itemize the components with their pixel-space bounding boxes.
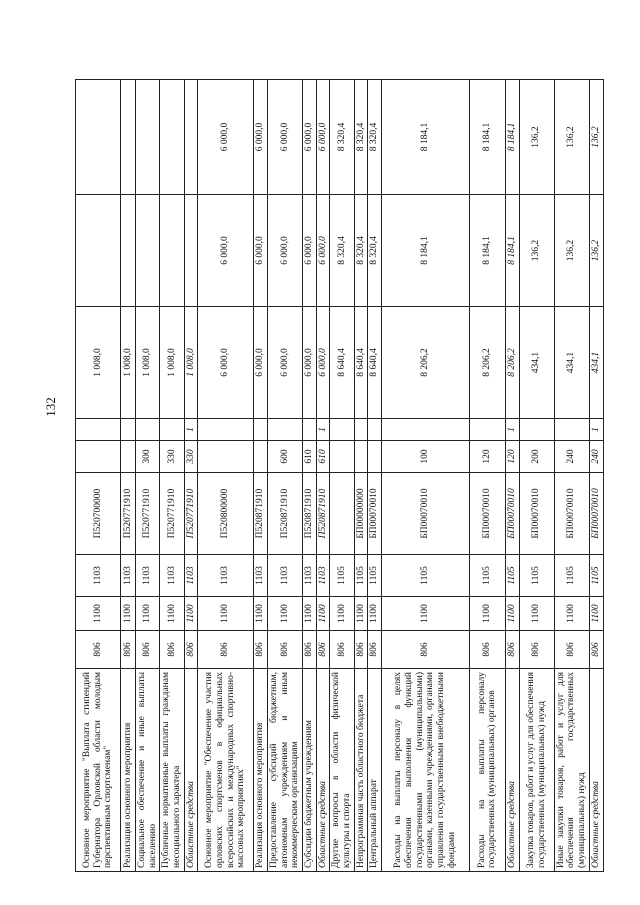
section-code: 1100 (184, 597, 198, 631)
target-article-code: П520771910 (184, 473, 198, 555)
expense-type-code: 300 (136, 441, 160, 473)
section-code: 1100 (505, 597, 519, 631)
subsection-code: 1105 (381, 555, 469, 597)
ministry-code: 806 (381, 631, 469, 669)
target-article-code: БП00000000 (354, 473, 368, 555)
funding-source-code (268, 419, 303, 441)
expense-type-code (121, 441, 136, 473)
amount-year-2: 8 184,1 (469, 195, 505, 307)
funding-source-code (330, 419, 354, 441)
line-item-name: Непрограммная часть областного бюджета (354, 669, 368, 872)
table-row (268, 80, 303, 872)
amount-year-2: 6 000,0 (316, 195, 330, 307)
line-item-name: Публичные нормативные выплаты гражданам несоциального характера (160, 669, 184, 872)
funding-source-code (554, 419, 589, 441)
amount-year-2: 6 000,0 (198, 195, 254, 307)
funding-source-code: 1 (184, 419, 198, 441)
ministry-code: 806 (469, 631, 505, 669)
expense-type-code (330, 441, 354, 473)
ministry-code: 806 (184, 631, 198, 669)
subsection-code: 1105 (330, 555, 354, 597)
ministry-code: 806 (519, 631, 554, 669)
funding-source-code: 1 (316, 419, 330, 441)
table-row (76, 80, 121, 872)
funding-source-code (160, 419, 184, 441)
ministry-code: 806 (136, 631, 160, 669)
section-code: 1100 (268, 597, 303, 631)
expense-type-code: 240 (589, 441, 603, 473)
ministry-code: 806 (198, 631, 254, 669)
ministry-code: 806 (121, 631, 136, 669)
expense-type-code: 240 (554, 441, 589, 473)
amount-year-1: 1 008,0 (136, 307, 160, 419)
line-item-name: Реализация основного мероприятия (121, 669, 136, 872)
ministry-code: 806 (589, 631, 603, 669)
line-item-name: Основное мероприятие "Обеспечение участия орловских спортсменов в официальных всероссийских и международных спортивно-массовых мероприятиях" (198, 669, 254, 872)
target-article-code: БП00070010 (505, 473, 519, 555)
amount-year-3: 6 000,0 (316, 80, 330, 195)
ministry-code: 806 (268, 631, 303, 669)
target-article-code: П520871910 (316, 473, 330, 555)
line-item-name: Иные закупки товаров, работ и услуг для обеспечения государственных (муниципальных) нужд (554, 669, 589, 872)
budget-table-region (75, 84, 601, 872)
table-row (519, 80, 554, 872)
target-article-code: БП00070010 (469, 473, 505, 555)
table-row (254, 80, 268, 872)
subsection-code: 1103 (268, 555, 303, 597)
subsection-code: 1103 (136, 555, 160, 597)
amount-year-3 (136, 80, 160, 195)
amount-year-1: 1 008,0 (184, 307, 198, 419)
expense-type-code: 120 (505, 441, 519, 473)
amount-year-1: 8 206,2 (505, 307, 519, 419)
line-item-name: Основное мероприятие "Выплата стипендий Губернатора Орловской области молодым перспективным спортсменам" (76, 669, 121, 872)
amount-year-3: 136,2 (519, 80, 554, 195)
amount-year-2 (184, 195, 198, 307)
subsection-code: 1103 (316, 555, 330, 597)
expense-type-code: 330 (184, 441, 198, 473)
amount-year-1: 434,1 (554, 307, 589, 419)
amount-year-1: 434,1 (519, 307, 554, 419)
expense-type-code: 120 (469, 441, 505, 473)
amount-year-3: 8 184,1 (381, 80, 469, 195)
amount-year-1: 8 640,4 (330, 307, 354, 419)
ministry-code: 806 (303, 631, 317, 669)
line-item-name: Закупка товаров, работ и услуг для обеспечения государственных (муниципальных) нужд (519, 669, 554, 872)
funding-source-code (381, 419, 469, 441)
amount-year-2: 136,2 (519, 195, 554, 307)
section-code: 1100 (76, 597, 121, 631)
expense-type-code: 330 (160, 441, 184, 473)
table-row (554, 80, 589, 872)
target-article-code (330, 473, 354, 555)
amount-year-2 (76, 195, 121, 307)
budget-table (75, 79, 604, 872)
table-row (160, 80, 184, 872)
amount-year-3: 6 000,0 (303, 80, 317, 195)
ministry-code: 806 (76, 631, 121, 669)
section-code: 1100 (554, 597, 589, 631)
amount-year-2: 8 320,4 (368, 195, 382, 307)
funding-source-code: 1 (589, 419, 603, 441)
table-body (76, 80, 604, 872)
section-code: 1100 (254, 597, 268, 631)
amount-year-3: 136,2 (554, 80, 589, 195)
subsection-code: 1105 (354, 555, 368, 597)
amount-year-2 (136, 195, 160, 307)
section-code: 1100 (589, 597, 603, 631)
section-code: 1100 (519, 597, 554, 631)
table-row (330, 80, 354, 872)
funding-source-code (76, 419, 121, 441)
target-article-code: БП00070010 (381, 473, 469, 555)
table-row (368, 80, 382, 872)
funding-source-code (254, 419, 268, 441)
section-code: 1100 (381, 597, 469, 631)
table-row (303, 80, 317, 872)
amount-year-1: 8 640,4 (368, 307, 382, 419)
amount-year-1: 8 640,4 (354, 307, 368, 419)
table-row (354, 80, 368, 872)
amount-year-3: 8 320,4 (330, 80, 354, 195)
amount-year-3: 6 000,0 (198, 80, 254, 195)
section-code: 1100 (316, 597, 330, 631)
subsection-code: 1105 (554, 555, 589, 597)
line-item-name: Областные средства (505, 669, 519, 872)
expense-type-code: 610 (316, 441, 330, 473)
ministry-code: 806 (354, 631, 368, 669)
amount-year-1: 434,1 (589, 307, 603, 419)
subsection-code: 1103 (121, 555, 136, 597)
subsection-code: 1103 (184, 555, 198, 597)
subsection-code: 1103 (76, 555, 121, 597)
funding-source-code: 1 (505, 419, 519, 441)
line-item-name: Областные средства (589, 669, 603, 872)
amount-year-3: 8 184,1 (469, 80, 505, 195)
expense-type-code (254, 441, 268, 473)
line-item-name: Областные средства (184, 669, 198, 872)
funding-source-code (469, 419, 505, 441)
amount-year-2: 6 000,0 (268, 195, 303, 307)
section-code: 1100 (368, 597, 382, 631)
section-code: 1100 (160, 597, 184, 631)
expense-type-code (198, 441, 254, 473)
amount-year-1: 1 008,0 (76, 307, 121, 419)
line-item-name: Расходы на выплаты персоналу в целях обеспечения выполнения функций государственными (муниципальными) органами, казенными учреждениями, органами управления государственными внебюджетными фондами (381, 669, 469, 872)
table-row (505, 80, 519, 872)
amount-year-3: 8 184,1 (505, 80, 519, 195)
line-item-name: Субсидии бюджетным учреждениям (303, 669, 317, 872)
funding-source-code (368, 419, 382, 441)
funding-source-code (121, 419, 136, 441)
amount-year-3 (121, 80, 136, 195)
amount-year-1: 6 000,0 (303, 307, 317, 419)
section-code: 1100 (136, 597, 160, 631)
amount-year-2: 6 000,0 (254, 195, 268, 307)
ministry-code: 806 (160, 631, 184, 669)
expense-type-code (76, 441, 121, 473)
line-item-name: Областные средства (316, 669, 330, 872)
amount-year-3: 6 000,0 (254, 80, 268, 195)
ministry-code: 806 (554, 631, 589, 669)
section-code: 1100 (198, 597, 254, 631)
target-article-code: П520800000 (198, 473, 254, 555)
funding-source-code (136, 419, 160, 441)
line-item-name: Предоставление субсидий бюджетным, автономным учреждениям и иным некоммерческим организациям (268, 669, 303, 872)
subsection-code: 1103 (254, 555, 268, 597)
subsection-code: 1105 (519, 555, 554, 597)
amount-year-3 (160, 80, 184, 195)
subsection-code: 1105 (505, 555, 519, 597)
amount-year-3: 6 000,0 (268, 80, 303, 195)
expense-type-code (368, 441, 382, 473)
amount-year-3 (76, 80, 121, 195)
funding-source-code (354, 419, 368, 441)
line-item-name: Социальное обеспечение и иные выплаты населению (136, 669, 160, 872)
ministry-code: 806 (254, 631, 268, 669)
subsection-code: 1103 (303, 555, 317, 597)
amount-year-2: 8 320,4 (330, 195, 354, 307)
table-row (381, 80, 469, 872)
target-article-code: П520771910 (136, 473, 160, 555)
expense-type-code: 200 (519, 441, 554, 473)
line-item-name: Реализация основного мероприятия (254, 669, 268, 872)
table-row (136, 80, 160, 872)
expense-type-code: 100 (381, 441, 469, 473)
target-article-code: П520700000 (76, 473, 121, 555)
amount-year-1: 6 000,0 (316, 307, 330, 419)
amount-year-1: 8 206,2 (469, 307, 505, 419)
amount-year-2: 6 000,0 (303, 195, 317, 307)
expense-type-code (354, 441, 368, 473)
amount-year-1: 6 000,0 (254, 307, 268, 419)
amount-year-3: 8 320,4 (368, 80, 382, 195)
amount-year-2: 136,2 (589, 195, 603, 307)
amount-year-2: 136,2 (554, 195, 589, 307)
target-article-code: П520871910 (254, 473, 268, 555)
page-number: 132 (43, 397, 58, 417)
line-item-name: Центральный аппарат (368, 669, 382, 872)
section-code: 1100 (330, 597, 354, 631)
section-code: 1100 (303, 597, 317, 631)
table-row (589, 80, 603, 872)
ministry-code: 806 (368, 631, 382, 669)
section-code: 1100 (469, 597, 505, 631)
section-code: 1100 (121, 597, 136, 631)
expense-type-code: 600 (268, 441, 303, 473)
amount-year-3: 136,2 (589, 80, 603, 195)
amount-year-2 (121, 195, 136, 307)
amount-year-2 (160, 195, 184, 307)
funding-source-code (519, 419, 554, 441)
target-article-code: П520871910 (303, 473, 317, 555)
target-article-code: БП00070010 (519, 473, 554, 555)
section-code: 1100 (354, 597, 368, 631)
amount-year-1: 1 008,0 (160, 307, 184, 419)
table-row (198, 80, 254, 872)
amount-year-2: 8 184,1 (505, 195, 519, 307)
ministry-code: 806 (505, 631, 519, 669)
funding-source-code (303, 419, 317, 441)
subsection-code: 1103 (198, 555, 254, 597)
amount-year-3 (184, 80, 198, 195)
target-article-code: П520871910 (268, 473, 303, 555)
amount-year-1: 6 000,0 (198, 307, 254, 419)
line-item-name: Другие вопросы в области физической культуры и спорта (330, 669, 354, 872)
amount-year-1: 1 008,0 (121, 307, 136, 419)
subsection-code: 1105 (368, 555, 382, 597)
amount-year-1: 6 000,0 (268, 307, 303, 419)
subsection-code: 1105 (589, 555, 603, 597)
funding-source-code (198, 419, 254, 441)
target-article-code: П520771910 (160, 473, 184, 555)
target-article-code: БП00070010 (554, 473, 589, 555)
amount-year-1: 8 206,2 (381, 307, 469, 419)
table-row (184, 80, 198, 872)
subsection-code: 1105 (469, 555, 505, 597)
amount-year-2: 8 320,4 (354, 195, 368, 307)
amount-year-2: 8 184,1 (381, 195, 469, 307)
ministry-code: 806 (330, 631, 354, 669)
table-row (316, 80, 330, 872)
expense-type-code: 610 (303, 441, 317, 473)
target-article-code: БП00070010 (368, 473, 382, 555)
table-row (469, 80, 505, 872)
line-item-name: Расходы на выплаты персоналу государственных (муниципальных) органов (469, 669, 505, 872)
ministry-code: 806 (316, 631, 330, 669)
target-article-code: П520771910 (121, 473, 136, 555)
amount-year-3: 8 320,4 (354, 80, 368, 195)
subsection-code: 1103 (160, 555, 184, 597)
target-article-code: БП00070010 (589, 473, 603, 555)
table-row (121, 80, 136, 872)
